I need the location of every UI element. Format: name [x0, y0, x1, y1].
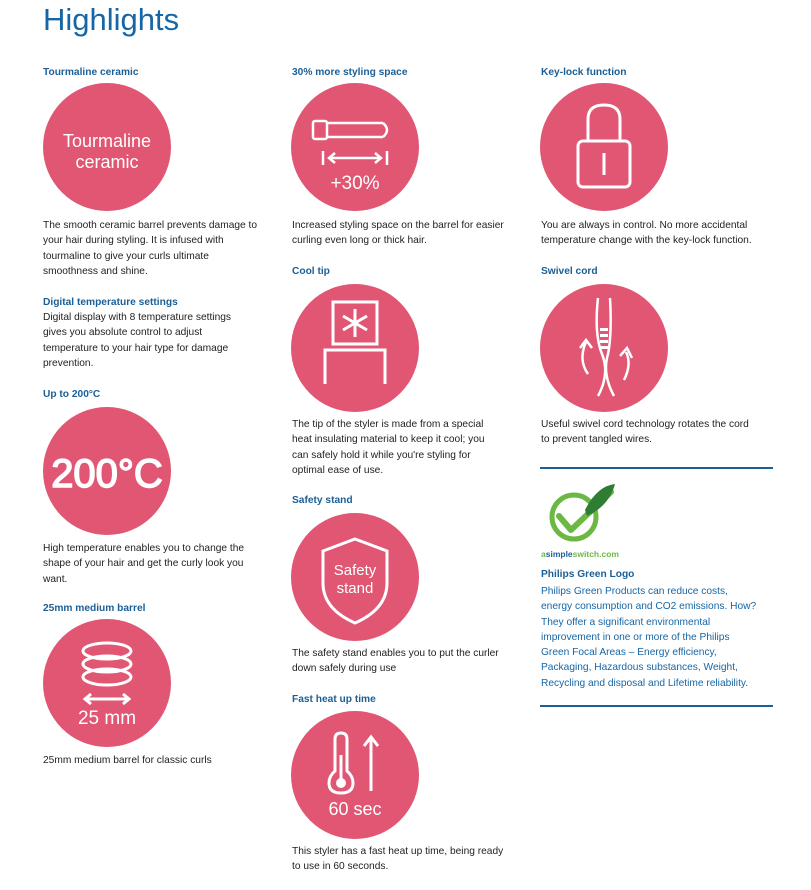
divider-top: [540, 467, 773, 469]
heat-up-icon: [291, 711, 419, 839]
green-logo: [541, 482, 631, 562]
swivel-cord-icon: [540, 284, 668, 412]
tourmaline-icon-line1: Tourmaline: [62, 131, 152, 151]
checkmark-leaf-icon: [541, 482, 631, 544]
space-icon-label: +30%: [330, 173, 380, 194]
stand-icon-line1: Safety: [333, 562, 377, 579]
tourmaline-heading: Tourmaline ceramic: [43, 67, 139, 78]
digital-body: Digital display with 8 temperature settings gives you absolute control to adjust temperature to your hair type for damage prevention.: [43, 312, 231, 369]
heatup-icon-label: 60 sec: [328, 799, 382, 819]
tourmaline-icon-line2: ceramic: [75, 152, 139, 172]
padlock-icon: [540, 83, 668, 211]
space-body: Increased styling space on the barrel for easier curling even long or thick hair.: [292, 220, 504, 247]
snowflake-icon: [291, 284, 419, 412]
temp-body: High temperature enables you to change the shape of your hair and get the curly look you want.: [43, 543, 245, 585]
tourmaline-icon: [43, 83, 171, 211]
keylock-body: You are always in control. No more accidental temperature change with the key-lock function.: [541, 220, 752, 247]
heatup-body: This styler has a fast heat up time, being ready to use in 60 seconds.: [292, 846, 504, 873]
safety-stand-icon: [291, 513, 419, 641]
green-body: Philips Green Products can reduce costs, energy consumption and CO2 emissions. How? They offer a significant environmental improvement in one or more of the Philips Green Focal Areas – Energy efficiency, Packaging, Hazardous substances, Weight, Recycling and disposal and Lifetime reliability.: [541, 586, 757, 689]
divider-bottom: [540, 705, 773, 707]
digital-heading: Digital temperature settings: [43, 297, 178, 308]
barrel-body: 25mm medium barrel for classic curls: [43, 755, 212, 766]
tourmaline-body: The smooth ceramic barrel prevents damage to your hair during styling. It is infused with tourmaline to give your curls ultimate smoothness and shine.: [43, 220, 258, 277]
swivel-heading: Swivel cord: [541, 266, 598, 277]
stand-body: The safety stand enables you to put the curler down safely during use: [292, 648, 499, 675]
page-title: Highlights: [43, 2, 180, 37]
stand-heading: Safety stand: [292, 495, 353, 506]
styling-space-icon: [291, 83, 419, 211]
barrel-heading: 25mm medium barrel: [43, 603, 146, 614]
cooltip-body: The tip of the styler is made from a special heat insulating material to keep it cool; you can safely hold it while you're styling for optimal ease of use.: [292, 419, 485, 476]
stand-icon-line2: stand: [336, 580, 374, 597]
barrel-icon: [43, 619, 171, 747]
keylock-heading: Key-lock function: [541, 67, 627, 78]
cooltip-heading: Cool tip: [292, 266, 330, 277]
temperature-display-icon: [43, 407, 171, 535]
swivel-body: Useful swivel cord technology rotates the cord to prevent tangled wires.: [541, 419, 749, 446]
green-title: Philips Green Logo: [541, 569, 635, 580]
space-heading: 30% more styling space: [292, 67, 408, 78]
green-logo-wordmark: asimpleswitch.com: [541, 549, 619, 559]
heatup-heading: Fast heat up time: [292, 694, 376, 705]
barrel-icon-label: 25 mm: [77, 708, 137, 729]
temp-icon-label: 200°C: [51, 452, 163, 496]
temp-heading: Up to 200°C: [43, 389, 101, 400]
